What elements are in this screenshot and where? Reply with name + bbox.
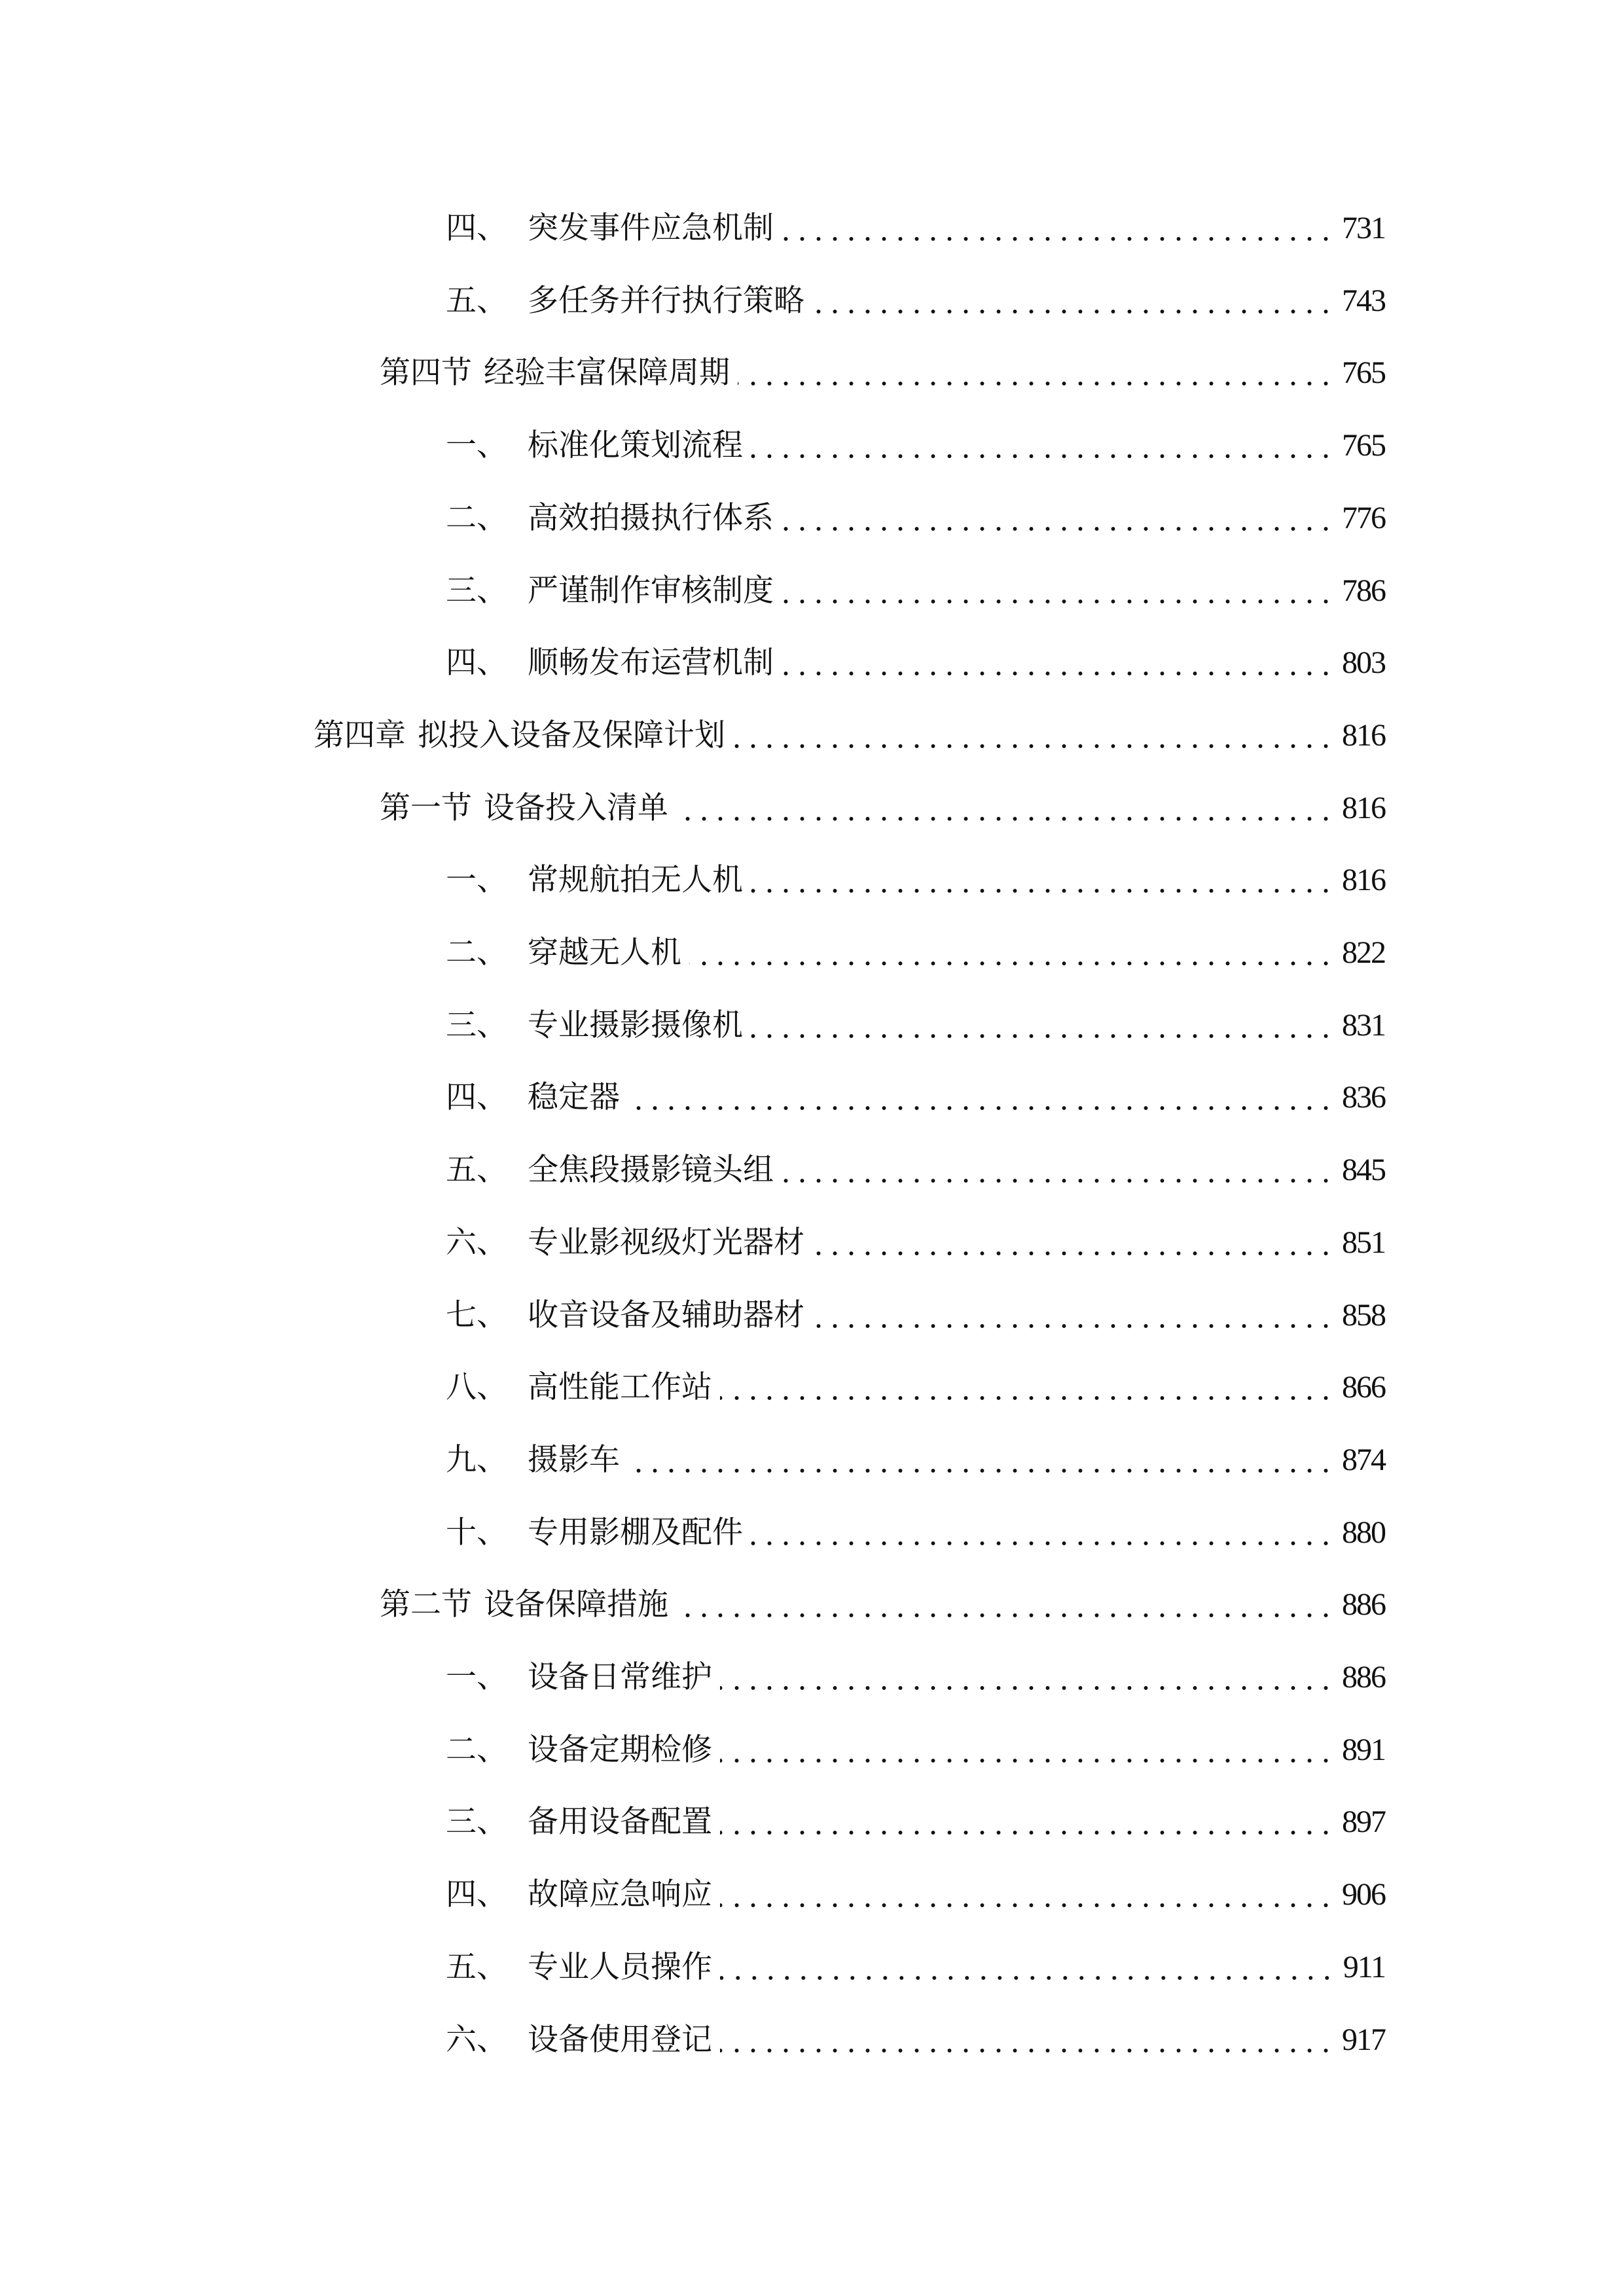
toc-entry[interactable] bbox=[0, 1147, 1385, 1193]
toc-entry-title: 严谨制作审核制度 bbox=[528, 572, 774, 609]
toc-entry-page: 886 bbox=[1342, 1587, 1385, 1623]
toc-entry-title: 设备定期检修 bbox=[528, 1731, 712, 1768]
toc-entry-number: 四、 bbox=[446, 645, 507, 681]
toc-entry[interactable] bbox=[0, 713, 1385, 759]
toc-entry-title: 标准化策划流程 bbox=[528, 427, 743, 464]
toc-entry[interactable] bbox=[0, 1437, 1385, 1483]
toc-entry-title: 专用影棚及配件 bbox=[528, 1514, 743, 1551]
toc-entry[interactable] bbox=[0, 1727, 1385, 1773]
toc-entry-number: 三、 bbox=[446, 1804, 507, 1840]
toc-entry[interactable] bbox=[0, 2017, 1385, 2063]
toc-entry-page: 822 bbox=[1342, 935, 1385, 970]
toc-entry-page: 831 bbox=[1342, 1007, 1385, 1043]
toc-entry-page: 874 bbox=[1342, 1442, 1385, 1477]
toc-entry-number: 六、 bbox=[446, 2021, 507, 2058]
toc-entry-number: 五、 bbox=[446, 1152, 507, 1189]
toc-entry-number: 六、 bbox=[446, 1224, 507, 1261]
toc-entry[interactable] bbox=[0, 857, 1385, 903]
toc-entry-page: 731 bbox=[1342, 211, 1385, 245]
toc-entry[interactable] bbox=[0, 1945, 1385, 1990]
toc-entry[interactable] bbox=[0, 350, 1385, 396]
toc-entry-page: 880 bbox=[1342, 1515, 1385, 1550]
toc-entry-page: 765 bbox=[1342, 428, 1385, 463]
toc-entry-page: 786 bbox=[1342, 573, 1385, 608]
dot-leader bbox=[782, 495, 1334, 541]
toc-entry[interactable] bbox=[0, 1872, 1385, 1918]
toc-entry-number: 十、 bbox=[446, 1514, 507, 1551]
toc-entry-number: 五、 bbox=[446, 282, 507, 319]
toc-entry-page: 886 bbox=[1342, 1660, 1385, 1695]
toc-entry[interactable] bbox=[0, 1003, 1385, 1049]
toc-entry-page: 765 bbox=[1342, 355, 1385, 391]
toc-entry[interactable] bbox=[0, 1655, 1385, 1700]
toc-entry-page: 851 bbox=[1342, 1225, 1385, 1260]
toc-entry-page: 897 bbox=[1342, 1804, 1385, 1840]
toc-entry-title: 经验丰富保障周期 bbox=[484, 355, 730, 391]
toc-entry-title: 高效拍摄执行体系 bbox=[528, 499, 774, 536]
toc-entry-number: 第四节 bbox=[380, 355, 472, 391]
toc-entry-number: 四、 bbox=[446, 210, 507, 246]
dot-leader bbox=[751, 1510, 1334, 1556]
dot-leader bbox=[751, 857, 1334, 903]
toc-entry-number: 四、 bbox=[446, 1079, 507, 1116]
toc-entry-title: 穿越无人机 bbox=[528, 935, 681, 971]
toc-entry-title: 备用设备配置 bbox=[528, 1804, 712, 1840]
dot-leader bbox=[689, 930, 1334, 976]
toc-entry[interactable] bbox=[0, 423, 1385, 469]
toc-entry[interactable] bbox=[0, 1075, 1385, 1121]
dot-leader bbox=[782, 1147, 1334, 1193]
dot-leader bbox=[812, 1220, 1334, 1266]
dot-leader bbox=[782, 568, 1334, 614]
toc-entry-title: 全焦段摄影镜头组 bbox=[528, 1152, 774, 1189]
toc-entry-page: 866 bbox=[1342, 1370, 1385, 1405]
toc-entry[interactable] bbox=[0, 785, 1385, 831]
toc-entry-title: 故障应急响应 bbox=[528, 1876, 712, 1913]
dot-leader bbox=[812, 1293, 1334, 1338]
toc-entry[interactable] bbox=[0, 568, 1385, 614]
toc-entry[interactable] bbox=[0, 1799, 1385, 1845]
dot-leader bbox=[751, 1003, 1334, 1049]
toc-entry-number: 第二节 bbox=[380, 1587, 472, 1623]
toc-entry-number: 七、 bbox=[446, 1297, 507, 1333]
toc-entry-number: 九、 bbox=[446, 1441, 507, 1478]
dot-leader bbox=[812, 278, 1334, 324]
toc-entry-title: 多任务并行执行策略 bbox=[528, 282, 804, 319]
dot-leader bbox=[782, 206, 1334, 251]
dot-leader bbox=[782, 640, 1334, 686]
toc-entry-number: 一、 bbox=[446, 862, 507, 899]
toc-entry-title: 摄影车 bbox=[528, 1441, 620, 1478]
toc-entry-title: 设备保障措施 bbox=[484, 1587, 668, 1623]
toc-entry-number: 第四章 bbox=[314, 717, 406, 753]
toc-entry-title: 突发事件应急机制 bbox=[528, 210, 774, 246]
toc-entry[interactable] bbox=[0, 495, 1385, 541]
toc-entry[interactable] bbox=[0, 1220, 1385, 1266]
toc-entry-number: 二、 bbox=[446, 935, 507, 971]
dot-leader bbox=[720, 1872, 1334, 1918]
toc-entry-title: 常规航拍无人机 bbox=[528, 862, 743, 899]
toc-entry[interactable] bbox=[0, 278, 1385, 324]
dot-leader bbox=[738, 350, 1334, 396]
dot-leader bbox=[720, 1655, 1334, 1700]
toc-entry[interactable] bbox=[0, 640, 1385, 686]
toc-entry-number: 二、 bbox=[446, 499, 507, 536]
dot-leader bbox=[676, 785, 1334, 831]
toc-entry-page: 776 bbox=[1342, 500, 1385, 535]
toc-entry-number: 五、 bbox=[446, 1948, 507, 1985]
dot-leader bbox=[628, 1437, 1334, 1483]
toc-entry-page: 836 bbox=[1342, 1080, 1385, 1115]
toc-entry[interactable] bbox=[0, 1510, 1385, 1556]
toc-entry[interactable] bbox=[0, 1365, 1385, 1410]
toc-entry[interactable] bbox=[0, 1582, 1385, 1628]
toc-entry-page: 917 bbox=[1342, 2022, 1385, 2057]
toc-entry-page: 743 bbox=[1342, 283, 1385, 318]
toc-entry-page: 891 bbox=[1342, 1732, 1385, 1767]
toc-entry-title: 稳定器 bbox=[528, 1079, 620, 1116]
toc-entry-title: 设备日常维护 bbox=[528, 1659, 712, 1695]
toc-entry-title: 设备使用登记 bbox=[528, 2021, 712, 2058]
toc-entry[interactable] bbox=[0, 1293, 1385, 1338]
toc-entry-number: 第一节 bbox=[380, 789, 472, 826]
dot-leader bbox=[676, 1582, 1334, 1628]
dot-leader bbox=[720, 1945, 1335, 1990]
toc-entry-title: 专业影视级灯光器材 bbox=[528, 1224, 804, 1261]
dot-leader bbox=[720, 1799, 1334, 1845]
dot-leader bbox=[720, 1365, 1334, 1410]
toc-entry-page: 845 bbox=[1342, 1153, 1385, 1188]
toc-entry-page: 816 bbox=[1342, 863, 1385, 898]
toc-entry-title: 专业人员操作 bbox=[528, 1948, 712, 1985]
toc-entry-number: 四、 bbox=[446, 1876, 507, 1913]
toc-entry-title: 收音设备及辅助器材 bbox=[528, 1297, 804, 1333]
toc-entry-number: 一、 bbox=[446, 427, 507, 464]
dot-leader bbox=[751, 423, 1334, 469]
toc-entry-title: 专业摄影摄像机 bbox=[528, 1007, 743, 1043]
toc-entry-title: 顺畅发布运营机制 bbox=[528, 645, 774, 681]
dot-leader bbox=[720, 1727, 1334, 1773]
toc-entry-title: 高性能工作站 bbox=[528, 1369, 712, 1406]
dot-leader bbox=[720, 2017, 1334, 2063]
toc-entry-page: 906 bbox=[1342, 1877, 1385, 1912]
toc-entry-page: 911 bbox=[1343, 1949, 1385, 1984]
toc-entry-title: 拟投入设备及保障计划 bbox=[418, 717, 725, 753]
toc-entry-number: 一、 bbox=[446, 1659, 507, 1695]
toc-entry-number: 三、 bbox=[446, 572, 507, 609]
toc-entry-number: 三、 bbox=[446, 1007, 507, 1043]
dot-leader bbox=[628, 1075, 1334, 1121]
toc-entry-title: 设备投入清单 bbox=[484, 789, 668, 826]
toc-entry[interactable] bbox=[0, 930, 1385, 976]
dot-leader bbox=[733, 713, 1334, 759]
toc-entry-page: 803 bbox=[1342, 645, 1385, 681]
toc-entry-page: 858 bbox=[1342, 1297, 1385, 1333]
toc-entry-page: 816 bbox=[1342, 790, 1385, 825]
toc-entry[interactable] bbox=[0, 206, 1385, 251]
toc-entry-page: 816 bbox=[1342, 717, 1385, 753]
toc-entry-number: 八、 bbox=[446, 1369, 507, 1406]
toc-entry-number: 二、 bbox=[446, 1731, 507, 1768]
